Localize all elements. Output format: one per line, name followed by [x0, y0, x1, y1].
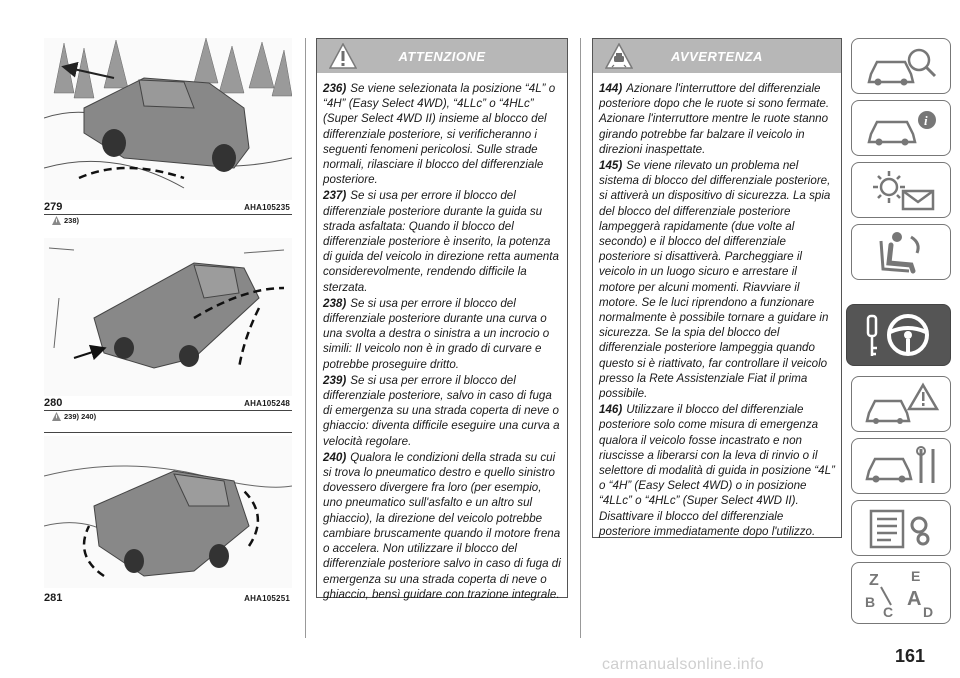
column-divider [305, 38, 306, 638]
warning-item [323, 188, 561, 294]
figure-divider [44, 410, 292, 411]
item-text: Azionare l'interruttore del differenziale posteriore dopo che le ruote si sono fermate. Azionare l'interruttore mentre le ruote stanno girando potrebbe far balzare il veicolo in direzioni inaspettate. [599, 82, 830, 156]
svg-text:i: i [924, 113, 928, 128]
figure-code: AHA105248 [244, 399, 290, 408]
item-text: Se si usa per errore il blocco del differenziale posteriore durante una curva o una svolta a destra o sinistra a un incrocio o simili: Il veicolo non è in grado di curvare e potrebbe proseguire dritto. [323, 296, 550, 371]
figure-code: AHA105235 [244, 203, 290, 212]
warning-item [323, 81, 561, 187]
figure-ref-text: 239) 240) [64, 412, 97, 421]
item-number: 237) [323, 189, 347, 203]
item-number: 144) [599, 82, 623, 95]
chapter-tab-maintenance[interactable] [851, 438, 951, 494]
chapter-tab-emergency[interactable] [851, 376, 951, 432]
warning-icon [52, 216, 61, 225]
item-number: 240) [323, 450, 347, 464]
caution-item [599, 81, 835, 157]
figure-code: AHA105251 [244, 594, 290, 603]
item-text: Qualora le condizioni della strada su cui si trova lo pneumatico destro e quello sinistro dovessero divergere fra loro (per esempio, uno pneumatico sull'asfalto e un altro sul ghiaccio), la direzione del veicolo potrebbe cambiare bruscamente quando il motore frena o accelera. Non utilizzare il blocco del differenziale posteriore salvo in caso di fuga di emergenza su una strada coperta di neve o ghiaccio, bensì guidare con trazione integrale. [323, 450, 561, 601]
figure-warning-refs [52, 216, 79, 225]
watermark: carmanualsonline.info [602, 656, 764, 673]
index-letter: B [865, 594, 876, 610]
chapter-tab-technical-data[interactable] [851, 500, 951, 556]
warning-item [323, 450, 561, 602]
figure-warning-refs [52, 412, 96, 421]
caution-item [599, 402, 835, 539]
index-letter: A [907, 588, 922, 610]
figure-divider [44, 432, 292, 433]
index-letter: E [911, 568, 921, 584]
figure-280-image [44, 238, 292, 396]
seat-airbag-icon [861, 229, 941, 275]
page-number: 161 [895, 646, 926, 666]
warning-lights-mail-icon [861, 167, 941, 213]
chapter-tab-index[interactable] [851, 562, 951, 624]
figure-ref-text: 238) [64, 216, 80, 225]
chapter-tab-safety[interactable] [851, 224, 951, 280]
figure-number: 281 [44, 592, 63, 604]
index-letter: Z [869, 572, 879, 589]
item-text: Se si usa per errore il blocco del differenziale posteriore durante la guida su strada asfaltata: Quando il blocco del differenziale posteriore è inserito, la potenza di guida del veicolo in direzione retta aumenta considerevolmente, rendendo difficile la sterzata. [323, 189, 559, 294]
item-text: Se viene selezionata la posizione “4L” o “4H” (Easy Select 4WD), “4LLc” o “4HLc” (Super Select 4WD II) insieme al blocco del differenziale posteriore, si verificheranno i seguenti fenomeni pericolosi. Sulle strade normali, rilasciare il blocco del differenziale posteriore. [323, 82, 556, 187]
chapter-tab-car-info[interactable] [851, 100, 951, 156]
figure-281-image [44, 436, 292, 588]
figure-279-image [44, 38, 292, 200]
avvertenza-body [593, 73, 841, 539]
figure-number: 280 [44, 397, 63, 409]
warning-icon [52, 412, 61, 421]
warning-item [323, 373, 561, 449]
item-text: Utilizzare il blocco del differenziale posteriore solo come misura di emergenza qualora il veicolo fosse incastrato e non riuscisse a liberarsi con la leva di rinvio o il selettore di modalità di guida in posizione “4L” o “4H” (Easy Select 4WD) o in posizione “4LLc” o “4HLc” (Super Select 4WD II). Disattivare il blocco del differenziale posteriore immediatamente dopo l'utilizzo. [599, 403, 835, 538]
car-search-icon [861, 44, 941, 88]
warning-item [323, 296, 561, 372]
avvertenza-box [592, 38, 842, 538]
figure-divider [44, 214, 292, 215]
key-steering-wheel-icon [856, 308, 942, 362]
list-gear-icon [861, 505, 941, 551]
alphabet-index-icon [861, 565, 941, 621]
item-number: 146) [599, 403, 623, 417]
chapter-tab-car-search[interactable] [851, 38, 951, 94]
attenzione-title: ATTENZIONE [398, 48, 486, 64]
item-text: Se viene rilevato un problema nel sistema di blocco del differenziale posteriore, si attiverà un dispositivo di sicurezza. La spia del blocco del differenziale posteriore lampeggerà rapidamente (due volte al secondo) e il blocco del differenziale posteriore si disattiverà. Parcheggiare il veicolo in un luogo sicuro e arrestare il motore per alcuni momenti. Riavviare il motore. Se le luci riprendono a funzionare normalmente è possibile tornare a guidare in sicurezza. Se la spia del blocco del differenziale posteriore lampeggia quando questo si è riattivato, far controllare il veicolo presso la Rete Assistenziale Fiat il prima possibile. [599, 159, 831, 401]
chapter-tab-starting-driving[interactable] [846, 304, 951, 366]
avvertenza-header [593, 39, 841, 73]
avvertenza-title: AVVERTENZA [671, 48, 763, 64]
chapter-tab-warning-lights[interactable] [851, 162, 951, 218]
attenzione-body [317, 73, 567, 602]
item-number: 145) [599, 159, 623, 173]
car-crash-warning-icon [861, 381, 941, 427]
attenzione-header [317, 39, 567, 73]
car-info-icon [861, 106, 941, 150]
index-letter: C [883, 604, 894, 620]
attenzione-box [316, 38, 568, 601]
caution-item [599, 158, 835, 401]
index-letter: D [923, 604, 934, 620]
column-divider [580, 38, 581, 638]
car-tools-icon [861, 443, 941, 489]
item-number: 238) [323, 296, 347, 310]
item-number: 239) [323, 373, 347, 387]
item-number: 236) [323, 82, 347, 95]
figure-number: 279 [44, 201, 63, 213]
item-text: Se si usa per errore il blocco del differenziale posteriore, salvo in caso di fuga di emergenza su una strada coperta di neve o ghiaccio: diventa difficile eseguire una curva a velocità regolare. [323, 373, 560, 448]
